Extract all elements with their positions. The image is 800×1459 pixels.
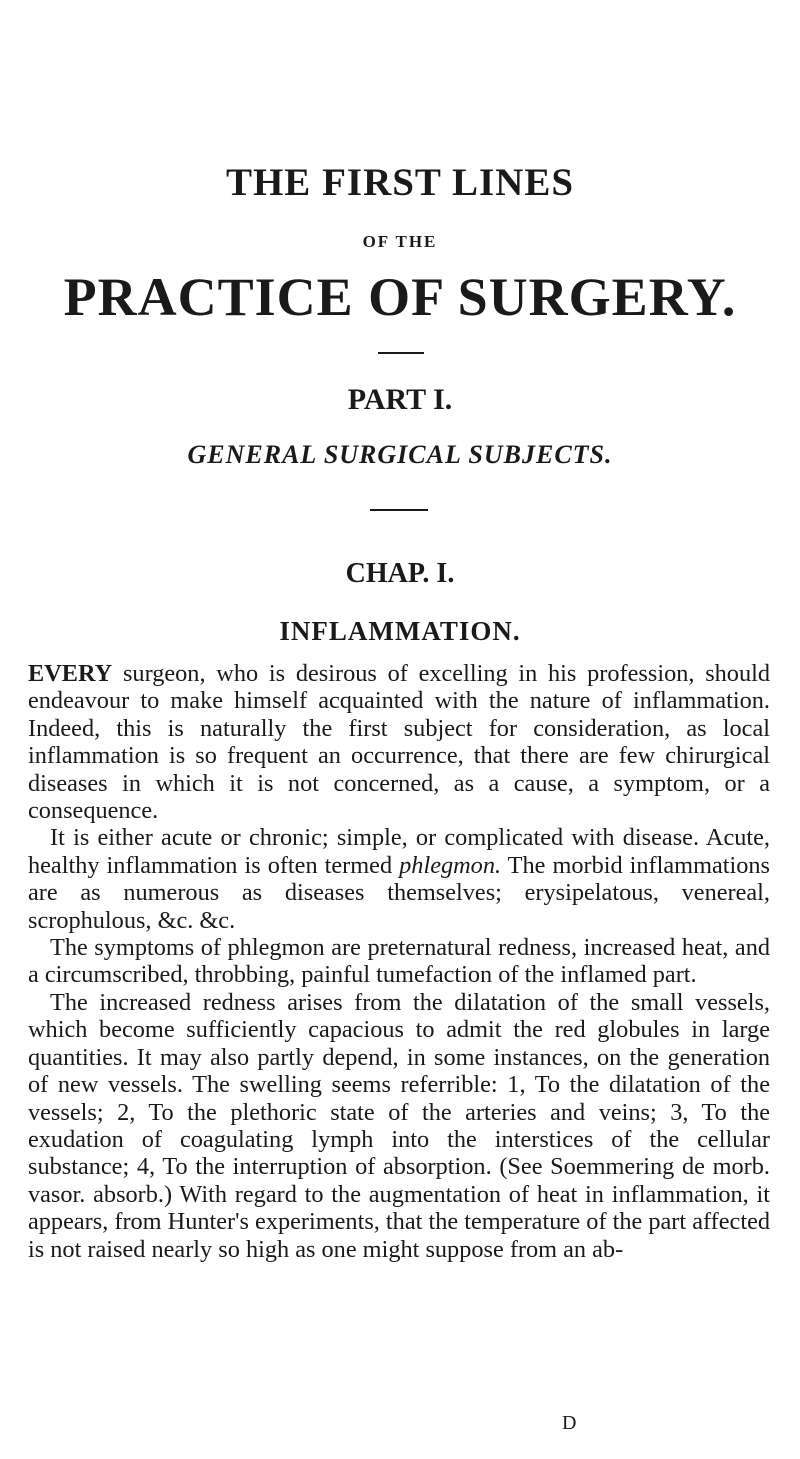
chapter-heading: CHAP. I. bbox=[345, 558, 455, 589]
ornamental-rule-bottom bbox=[370, 509, 428, 511]
term-phlegmon: phlegmon. bbox=[399, 851, 502, 879]
paragraph-2-text-a: It is either acute or chronic; simple, or complicated with disease. Acute, healthy inflammation is often termed bbox=[28, 824, 770, 879]
paragraph-2 bbox=[28, 824, 770, 934]
paragraph-2-text-b: The morbid inflammations are as numerous as diseases themselves; erysipelatous, venereal, scrophulous, &c. &c. bbox=[28, 851, 771, 934]
chapter-title: INFLAMMATION. bbox=[279, 616, 521, 646]
main-title: PRACTICE OF SURGERY. bbox=[63, 267, 737, 327]
paragraph-4: The increased redness arises from the dilatation of the small vessels, which become sufficiently capacious to admit the red globules in large quantities. It may also partly depend, in some instances, on the generation of new vessels. The swelling seems referrible: 1, To the dilatation of the vessels; 2, To the plethoric state of the arteries and veins; 3, To the exudation of coagulating lymph into the interstices of the cellular substance; 4, To the interruption of absorption. (See Soemmering de morb. vasor. absorb.) With regard to the augmentation of heat in inflammation, it appears, from Hunter's experiments, that the temperature of the part affected is not raised nearly so high as one might suppose from an ab- bbox=[28, 988, 770, 1263]
part-subtitle: GENERAL SURGICAL SUBJECTS. bbox=[187, 440, 613, 469]
paragraph-3: The symptoms of phlegmon are preternatural redness, increased heat, and a circumscribed, throbbing, painful tumefaction of the inflamed part. bbox=[28, 934, 770, 989]
paragraph-1 bbox=[28, 660, 770, 824]
opening-word: EVERY bbox=[28, 660, 113, 687]
part-heading: PART I. bbox=[347, 383, 453, 416]
ornamental-rule-top bbox=[378, 352, 424, 354]
title-line-1: THE FIRST LINES bbox=[225, 161, 575, 204]
signature-mark: D bbox=[562, 1412, 577, 1434]
paragraph-1-text: surgeon, who is desirous of excelling in his profession, should endeavour to make himself acquainted with the nature of inflammation. Indeed, this is naturally the first subject for consideration, as local inflammation is so frequent an occurrence, that there are few chirurgical diseases in which it is not concerned, as a cause, a symptom, or a consequence. bbox=[28, 660, 770, 825]
title-line-2: OF THE bbox=[362, 232, 438, 251]
body-text bbox=[28, 660, 770, 1263]
